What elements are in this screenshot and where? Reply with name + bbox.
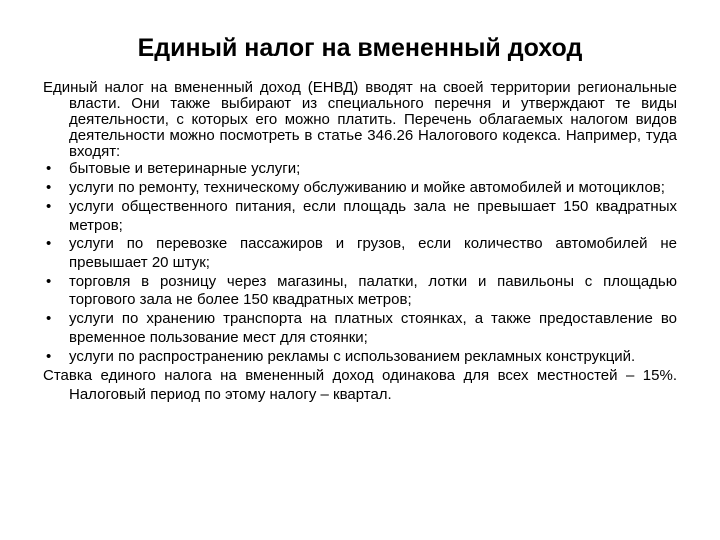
activity-list <box>43 160 677 366</box>
list-item-text: услуги по распространению рекламы с использованием рекламных конструкций. <box>69 347 636 365</box>
list-item-text: услуги по хранению транспорта на платных стоянках, а также предоставление во временное пользование мест для стоянки; <box>69 310 677 346</box>
bullet-icon: • <box>46 179 52 197</box>
page-title: Единый налог на вмененный доход <box>137 34 583 62</box>
list-item-text: торговля в розницу через магазины, палатки, лотки и павильоны с площадью торгового зала не более 150 квадратных метров; <box>69 272 677 309</box>
list-item <box>43 310 677 347</box>
bullet-icon: • <box>46 235 52 253</box>
bullet-icon: • <box>46 310 52 328</box>
list-item <box>43 273 677 310</box>
slide-body <box>43 80 677 405</box>
list-item-text: услуги по перевозке пассажиров и грузов, если количество автомобилей не превышает 20 штук; <box>69 235 677 271</box>
list-item <box>43 235 677 272</box>
list-item-text: услуги общественного питания, если площадь зала не превышает 150 квадратных метров; <box>69 197 677 234</box>
intro-paragraph: Единый налог на вмененный доход (ЕНВД) вводят на своей территории региональные власти. Они также выбирают из специального перечня и утверждают те виды деятельности, с которых его можно платить. Перечень облагаемых налогом видов деятельности можно посмотреть в статье 346.26 Налогового кодекса. Например, туда входят: <box>43 79 677 161</box>
list-item-text: услуги по ремонту, техническому обслуживанию и мойке автомобилей и мотоциклов; <box>69 179 665 197</box>
bullet-icon: • <box>46 197 52 215</box>
list-item-text: бытовые и ветеринарные услуги; <box>69 160 301 178</box>
closing-paragraph: Ставка единого налога на вмененный доход одинакова для всех местностей – 15%. Налоговый период по этому налогу – квартал. <box>43 367 677 403</box>
bullet-icon: • <box>46 272 52 290</box>
list-item <box>43 160 677 179</box>
list-item <box>43 198 677 235</box>
list-item <box>43 348 677 367</box>
list-item <box>43 179 677 198</box>
bullet-icon: • <box>46 347 52 365</box>
bullet-icon: • <box>46 160 52 178</box>
